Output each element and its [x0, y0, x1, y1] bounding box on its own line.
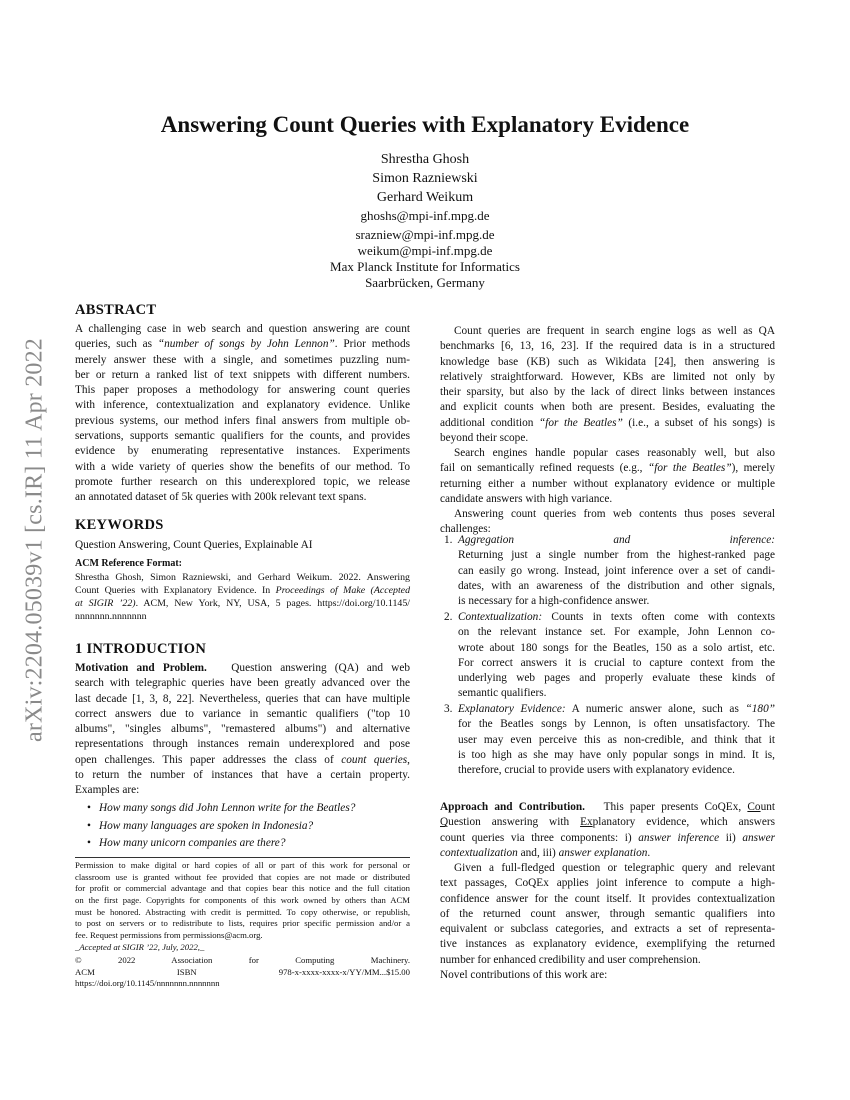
- affiliation: Max Planck Institute for Informatics: [330, 259, 520, 274]
- challenges-list: [440, 533, 776, 777]
- text-line: merely answer these with a single, and sometimes puzzling num-: [75, 353, 410, 366]
- text-line: nnnnnnn.nnnnnnn: [75, 611, 147, 622]
- text-line: previous systems, our method infers final answers from multiple ob-: [75, 414, 410, 427]
- text-line: servations, supports semantic qualifiers for the counts, and provides: [75, 430, 410, 443]
- text-line: underlying web pages and properly evaluate these kinds of: [458, 672, 775, 685]
- author-email: srazniew@mpi-inf.mpg.de: [355, 227, 495, 242]
- introduction-heading: 1 INTRODUCTION: [75, 641, 207, 657]
- author-name: Simon Razniewski: [372, 171, 478, 186]
- venue-note: _Accepted at SIGIR ’22, July, 2022,_: [75, 942, 205, 952]
- author-email: ghoshs@mpi-inf.mpg.de: [360, 208, 490, 223]
- text-line: evidence by enumerating representative instances. Experiments: [75, 445, 410, 458]
- text-line: https://doi.org/10.1145/nnnnnnn.nnnnnnn: [75, 978, 220, 989]
- text-line: This paper proposes a methodology for answering count queries: [75, 384, 410, 397]
- text-line: can easily go wrong. Instead, joint inference over a set of candi-: [458, 564, 775, 577]
- challenge-item: [440, 610, 775, 702]
- text-line: is too high as she may have only popular songs in mind. It is,: [458, 748, 775, 761]
- text-line: ber or return a ranked list of text snippets with different numbers.: [75, 368, 410, 381]
- text-line: Motivation and Problem. Question answering (QA) and web: [75, 662, 410, 674]
- abstract-text: [75, 322, 410, 506]
- text-line: additional condition “for the Beatles” (i.e., a subset of his songs) is: [440, 416, 775, 429]
- text-line: Answering count queries from web contents thus poses several: [454, 508, 775, 520]
- text-line: tive instances as explanatory evidence, exemplifying the returned: [440, 938, 775, 951]
- text-line: at SIGIR ’22). ACM, New York, NY, USA, 5 pages. https://doi.org/10.1145/: [75, 598, 410, 609]
- contributions-intro: [440, 968, 775, 983]
- text-line: equivalent or subclass categories, and extracts a set of representa-: [440, 923, 775, 936]
- text-line: Examples are:: [75, 784, 140, 797]
- text-line: challenges:: [440, 523, 491, 536]
- search-engine-paragraph: [440, 446, 775, 507]
- text-line: with inference, contextualization and explanatory evidence. Unlike: [75, 399, 410, 412]
- text-line: last decade [1, 3, 8, 22]. Nevertheless, queries that can have multiple: [75, 692, 410, 705]
- location: Saarbrücken, Germany: [365, 275, 485, 290]
- text-line: is necessary for a high-confidence answer.: [458, 595, 650, 608]
- text-line: on the first page. Copyrights for components of this work owned by others than ACM: [75, 895, 410, 906]
- text-line: dates, with an awareness of the distribution and other signals,: [458, 579, 775, 592]
- abstract-heading: ABSTRACT: [75, 302, 157, 318]
- text-line: confidence answer for the count itself. It provides contextualization: [440, 892, 775, 905]
- text-line: Count Queries with Explanatory Evidence. In Proceedings of Make (Accepted: [75, 585, 411, 596]
- approach-paragraph: [440, 800, 775, 861]
- text-line: text passages, CoQEx applies joint inference to compute a high-: [440, 877, 775, 890]
- text-line: relatively straightforward. However, KBs are limited not only by: [440, 370, 775, 383]
- text-line: © 2022 Association for Computing Machinery.: [75, 955, 410, 965]
- text-line: Returning just a single number from the highest-ranked page: [458, 549, 775, 562]
- text-line: Given a full-fledged question or telegraphic query and relevant: [454, 862, 775, 874]
- paper-title: Answering Count Queries with Explanatory Evidence: [160, 112, 690, 137]
- text-line: fail on semantically refined requests (e.g., “for the Beatles”), merely: [440, 462, 775, 475]
- permission-notice: [75, 860, 410, 942]
- text-line: search with telegraphic queries have been greatly advanced over the: [75, 677, 410, 690]
- text-line: albums", "singles albums", "remastered albums") and alternative: [75, 723, 410, 736]
- text-line: candidate answers with high variance.: [440, 492, 613, 505]
- example-item: • How many songs did John Lennon write for the Beatles?: [75, 800, 410, 818]
- item-number: 2.: [444, 611, 453, 623]
- reference-text: [75, 571, 410, 623]
- author-name: Shrestha Ghosh: [380, 152, 470, 167]
- text-line: Search engines handle popular cases reasonably well, but also: [454, 447, 775, 459]
- text-line: beyond their scope.: [440, 432, 529, 445]
- text-line: an annotated dataset of 5k queries with 200k relevant text spans.: [75, 491, 367, 504]
- item-number: 3.: [444, 703, 453, 715]
- text-line: contextualization and, iii) answer explanation.: [440, 846, 651, 859]
- text-line: Approach and Contribution. This paper presents CoQEx, Count: [440, 801, 775, 813]
- text-line: of the returned count answer, through semantic qualifiers into: [440, 907, 775, 920]
- example-item: • How many unicorn companies are there?: [75, 835, 410, 853]
- text-line: Aggregation and inference:: [458, 534, 775, 546]
- example-item: • How many languages are spoken in Indonesia?: [75, 818, 410, 836]
- text-line: benchmarks [6, 13, 16, 23]. If the required data is in a structured: [440, 340, 775, 353]
- text-line: must be honored. Abstracting with credit is permitted. To copy otherwise, or republish,: [75, 906, 410, 917]
- text-line: returning either a number without explanatory evidence or multiple: [440, 477, 775, 490]
- text-line: therefore, crucial to provide users with explanatory evidence.: [458, 764, 735, 777]
- given-paragraph: [440, 861, 775, 968]
- text-line: with a wide variety of queries show the benefits of our method. To: [75, 460, 410, 473]
- text-line: number for enhanced credibility and user comprehension.: [440, 953, 701, 966]
- item-text: [458, 702, 775, 778]
- example-list: [75, 800, 410, 853]
- text-line: count queries via three components: i) answer inference ii) answer: [440, 831, 775, 844]
- text-line: open challenges. This paper addresses the class of count queries,: [75, 753, 410, 766]
- challenge-item: [440, 533, 775, 609]
- reference-heading: ACM Reference Format:: [75, 558, 182, 569]
- text-line: representations through instances remain underexplored and pose: [75, 738, 410, 751]
- text-line: Shrestha Ghosh, Simon Razniewski, and Gerhard Weikum. 2022. Answering: [75, 572, 410, 583]
- item-number: 1.: [444, 534, 453, 546]
- text-line: ACM ISBN 978-x-xxxx-xxxx-x/YY/MM...$15.00: [75, 966, 410, 977]
- text-line: on the relevant instance set. For example, John Lennon co-: [458, 626, 775, 639]
- text-line: A challenging case in web search and question answering are count: [75, 323, 410, 335]
- author-email: weikum@mpi-inf.mpg.de: [357, 243, 493, 258]
- text-line: queries, such as “number of songs by John Lennon”. Prior methods: [75, 338, 410, 351]
- footnote-divider: [75, 857, 410, 858]
- text-line: wrote about 180 songs for the Beatles, 150 as a solo artist, etc.: [458, 641, 775, 654]
- text-line: knowledge base (KB) such as Wikidata [24], then answering is: [440, 355, 775, 368]
- item-text: [458, 610, 775, 702]
- text-line: to return the number of instances that have a certain property.: [75, 769, 410, 782]
- text-line: Explanatory Evidence: A numeric answer alone, such as “180”: [458, 703, 776, 715]
- text-line: to post on servers or to redistribute to lists, requires prior specific permission and/or a: [75, 918, 410, 929]
- arxiv-identifier: arXiv:2204.05039v1 [cs.IR] 11 Apr 2022: [21, 338, 48, 742]
- text-line: correct answers due to variance in semantic qualifiers ("top 10: [75, 707, 410, 720]
- text-line: for profit or commercial advantage and that copies bear this notice and the full citation: [75, 883, 410, 894]
- text-line: their sparsity, but also by the lack of direct links between instances: [440, 386, 775, 399]
- kb-paragraph: [440, 324, 775, 446]
- text-line: Question answering with Explanatory evidence, which answers: [440, 816, 775, 829]
- author-name: Gerhard Weikum: [376, 190, 474, 205]
- keywords-heading: KEYWORDS: [75, 517, 164, 533]
- challenge-item: [440, 702, 775, 778]
- text-line: Count queries are frequent in search engine logs as well as QA: [454, 325, 775, 337]
- text-line: and explicit counts when both are present. Besides, evaluating the: [440, 401, 775, 414]
- text-line: semantic qualifiers.: [458, 687, 547, 700]
- item-text: [458, 533, 775, 609]
- text-line: promote further research on this underexplored topic, we release: [75, 475, 410, 488]
- copyright-note: [75, 955, 410, 990]
- text-line: Novel contributions of this work are:: [440, 969, 608, 981]
- motivation-paragraph: [75, 661, 410, 799]
- text-line: classroom use is granted without fee provided that copies are not made or distributed: [75, 871, 410, 882]
- text-line: For correct answers it is crucial to capture context from the: [458, 656, 775, 669]
- text-line: user may even perceive this as non-credible, and think that it: [458, 733, 775, 746]
- keywords-text: Question Answering, Count Queries, Explainable AI: [75, 539, 313, 551]
- text-line: Permission to make digital or hard copies of all or part of this work for personal or: [75, 860, 410, 870]
- text-line: for the Beatles songs by Lennon, is often unsatisfactory. The: [458, 718, 775, 731]
- text-line: Contextualization: Counts in texts often come with contexts: [458, 611, 775, 623]
- text-line: fee. Request permissions from permissions@acm.org.: [75, 930, 263, 941]
